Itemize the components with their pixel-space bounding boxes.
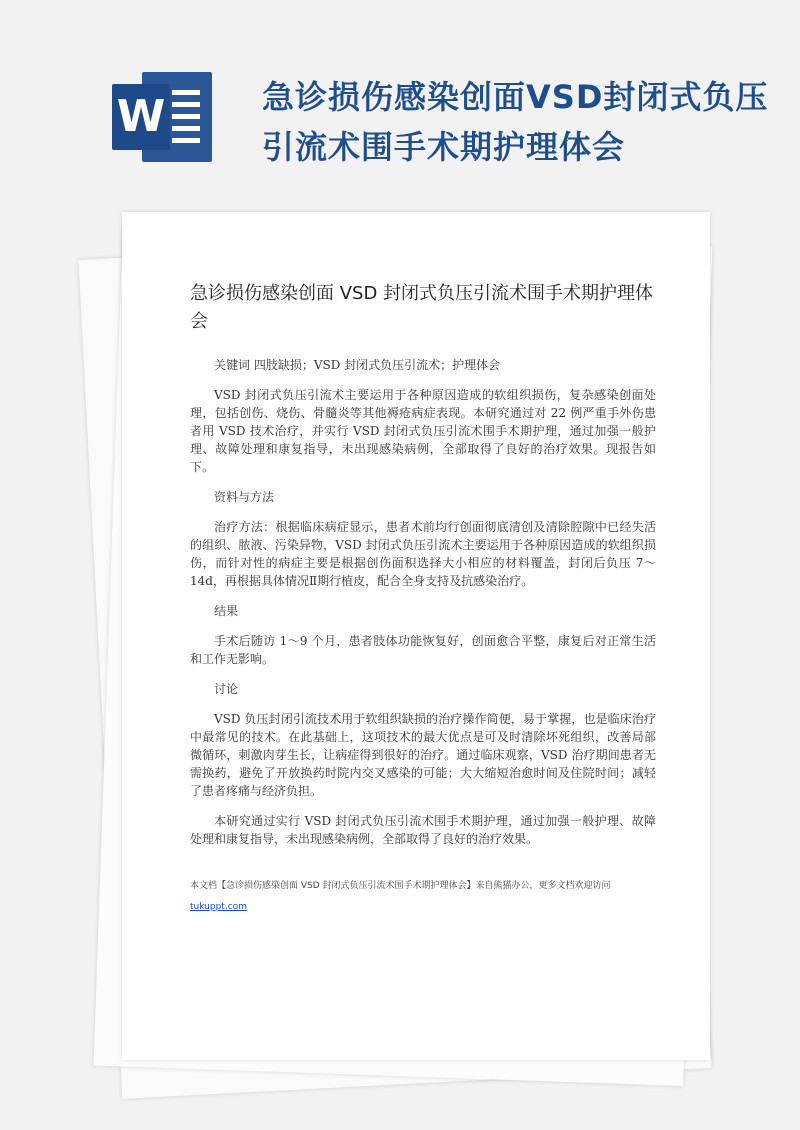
document-body [190,356,656,860]
word-icon-letter: W [112,84,170,150]
discussion-paragraph: VSD 负压封闭引流技术用于软组织缺损的治疗操作简便，易于掌握，也是临床治疗中最常见的技术。在此基础上，这项技术的最大优点是可及时清除坏死组织，改善局部微循环，刺激肉芽生长，让病症得到很好的治疗。通过临床观察，VSD 治疗期间患者无需换药，避免了开放换药时院内交叉感染的可能；大大缩短治愈时间及住院时间；减轻了患者疼痛与经济负担。 [190,712,656,798]
section-heading-results: 结果 [214,604,239,618]
intro-paragraph: VSD 封闭式负压引流术主要运用于各种原因造成的软组织损伤，复杂感染创面处理，包括创伤、烧伤、骨髓炎等其他褥疮病症表现。本研究通过对 22 例严重手外伤患者用 VSD 技术治疗，并实行 VSD 封闭式负压引流术围手术期护理，通过加强一般护理、故障处理和康复指导，未出现感染病例，全部取得了良好的治疗效果。现报告如下。 [190,388,656,474]
source-note: 本文档【急诊损伤感染创面 VSD 封闭式负压引流术围手术期护理体会】来自熊猫办公，更多文档欢迎访问 [190,881,611,891]
results-paragraph: 手术后随访 1～9 个月，患者肢体功能恢复好，创面愈合平整，康复后对正常生活和工作无影响。 [190,634,656,666]
section-heading-materials: 资料与方法 [214,490,275,504]
methods-paragraph: 治疗方法：根据临床病症显示，患者术前均行创面彻底清创及清除腔隙中已经失活的组织、脓液、污染异物，VSD 封闭式负压引流术主要运用于各种原因造成的软组织损伤，而针对性的病症主要是根据创伤面积选择大小相应的材料覆盖，封闭后负压 7～14d，再根据具体情况Ⅱ期行植皮，配合全身支持及抗感染治疗。 [190,520,656,588]
conclusion-paragraph: 本研究通过实行 VSD 封闭式负压引流术围手术期护理，通过加强一般护理、故障处理和康复指导，未出现感染病例，全部取得了良好的治疗效果。 [190,814,656,846]
section-heading-discussion: 讨论 [214,682,239,696]
page-header [0,0,800,200]
word-document-icon [112,72,212,162]
header-title: 急诊损伤感染创面VSD封闭式负压引流术围手术期护理体会 [262,78,769,166]
document-title: 急诊损伤感染创面 VSD 封闭式负压引流术围手术期护理体会 [190,283,654,332]
keywords-paragraph: 关键词 四肢缺损；VSD 封闭式负压引流术；护理体会 [214,358,501,372]
document-page [122,212,710,1060]
source-link[interactable]: tukuppt.com [190,902,247,912]
